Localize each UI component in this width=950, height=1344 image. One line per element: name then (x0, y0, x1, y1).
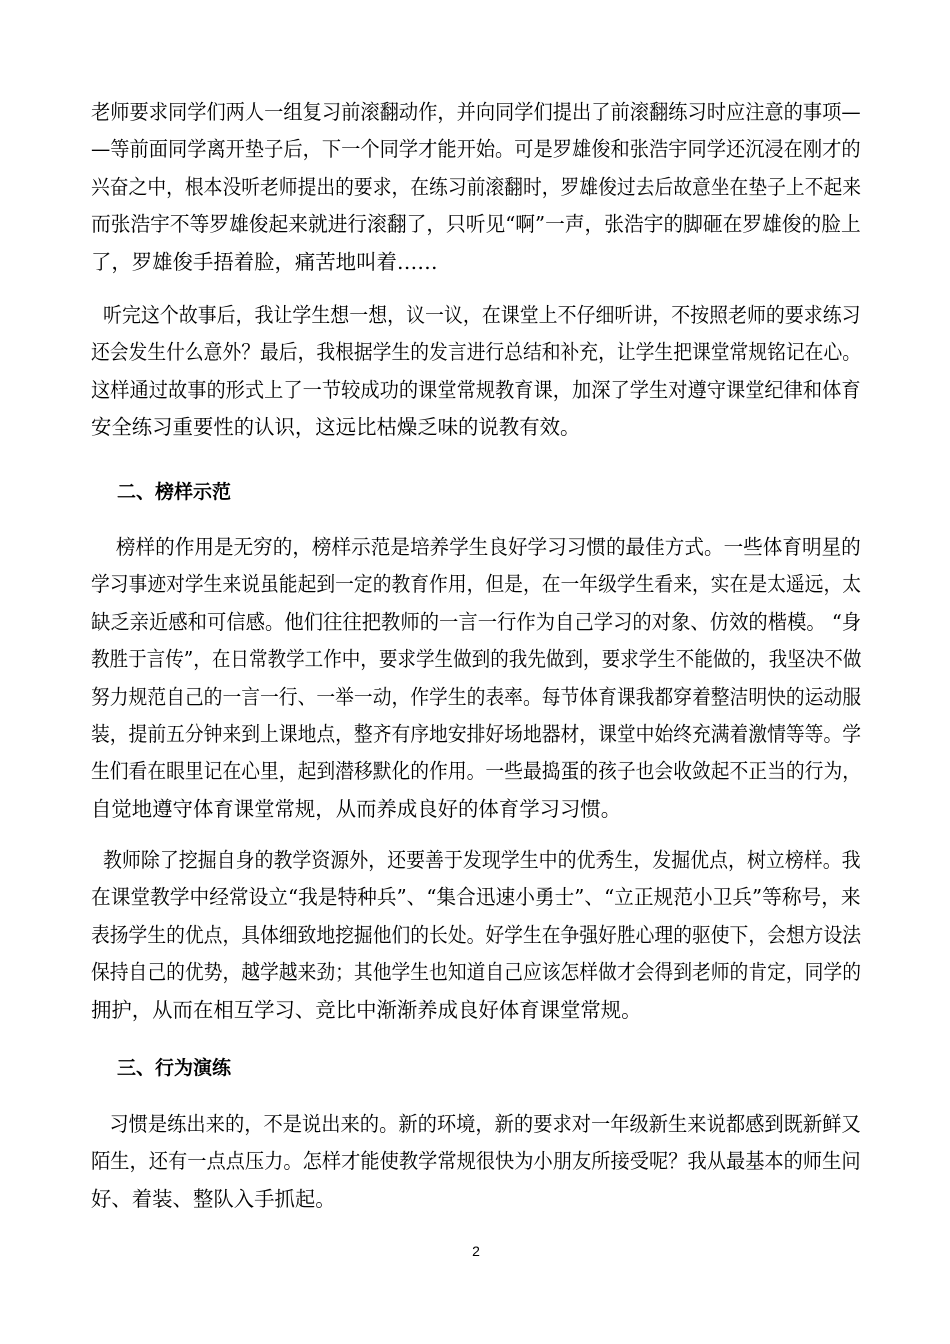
text-line: 陌生，还有一点点压力。怎样才能使教学常规很快为小朋友所接受呢？我从最基本的师生问 (91, 1149, 861, 1174)
text-line: 老师要求同学们两人一组复习前滚翻动作，并向同学们提出了前滚翻练习时应注意的事项— (91, 100, 861, 124)
text-line: 习惯是练出来的，不是说出来的。新的环境，新的要求对一年级新生来说都感到既新鲜又 (91, 1112, 861, 1136)
section-heading-role-model: 二、榜样示范 (117, 481, 232, 503)
text-line: 榜样的作用是无穷的，榜样示范是培养学生良好学习习惯的最佳方式。一些体育明星的 (91, 535, 861, 559)
text-line: 装，提前五分钟来到上课地点，整齐有序地安排好场地器材，课堂中始终充满着激情等等。学 (91, 721, 862, 746)
paragraph-role-model-students (91, 842, 861, 1029)
paragraph-story-ending (91, 94, 861, 281)
paragraph-story-reflection (91, 297, 861, 447)
text-line: 而张浩宇不等罗雄俊起来就进行滚翻了，只听见“啊”一声，张浩宇的脚砸在罗雄俊的脸上 (91, 212, 861, 237)
text-line: 在课堂教学中经常设立“我是特种兵”、“集合迅速小勇士”、“立正规范小卫兵”等称号，来 (91, 885, 861, 910)
text-line: —等前面同学离开垫子后，下一个同学才能开始。可是罗雄俊和张浩宇同学还沉浸在刚才的 (91, 137, 861, 162)
text-line: 安全练习重要性的认识，这远比枯燥乏味的说教有效。 (91, 415, 581, 440)
paragraph-behavior-practice (91, 1106, 861, 1218)
text-line: 拥护，从而在相互学习、竞比中渐渐养成良好体育课堂常规。 (91, 997, 642, 1022)
text-line: 努力规范自己的一言一行、一举一动，作学生的表率。每节体育课我都穿着整洁明快的运动服 (91, 684, 862, 709)
text-line: 好、着装、整队入手抓起。 (91, 1186, 336, 1211)
text-line: 这样通过故事的形式上了一节较成功的课堂常规教育课，加深了学生对遵守课堂纪律和体育 (91, 377, 861, 402)
text-line: 还会发生什么意外？最后，我根据学生的发言进行总结和补充，让学生把课堂常规铭记在心。 (91, 340, 862, 365)
text-line: 保持自己的优势，越学越来劲；其他学生也知道自己应该怎样做才会得到老师的肯定，同学的 (91, 960, 862, 985)
text-line: 学习事迹对学生来说虽能起到一定的教育作用，但是，在一年级学生看来，实在是太遥远，太 (91, 572, 862, 597)
text-line: 了，罗雄俊手捂着脸，痛苦地叫着…… (91, 249, 438, 274)
text-line: 听完这个故事后，我让学生想一想，议一议，在课堂上不仔细听讲，不按照老师的要求练习 (91, 303, 861, 327)
text-line: 自觉地遵守体育课堂常规，从而养成良好的体育学习习惯。 (91, 796, 622, 821)
text-line: 缺乏亲近感和可信感。他们往往把教师的一言一行作为自己学习的对象、仿效的楷模。 “身 (91, 609, 862, 634)
section-heading-behavior-practice: 三、行为演练 (117, 1057, 232, 1079)
text-line: 兴奋之中，根本没听老师提出的要求，在练习前滚翻时，罗雄俊过去后故意坐在垫子上不起来 (91, 174, 862, 199)
paragraph-role-model-teacher (91, 529, 861, 828)
text-line: 教师除了挖掘自身的教学资源外，还要善于发现学生中的优秀生，发掘优点，树立榜样。我 (91, 848, 861, 872)
text-line: 教胜于言传”，在日常教学工作中，要求学生做到的我先做到，要求学生不能做的，我坚决不做 (91, 647, 862, 672)
text-line: 表扬学生的优点，具体细致地挖掘他们的长处。好学生在争强好胜心理的驱使下，会想方设法 (91, 922, 862, 947)
text-line: 生们看在眼里记在心里，起到潜移默化的作用。一些最捣蛋的孩子也会收敛起不正当的行为， (91, 759, 862, 784)
page-number: 2 (472, 1243, 480, 1259)
